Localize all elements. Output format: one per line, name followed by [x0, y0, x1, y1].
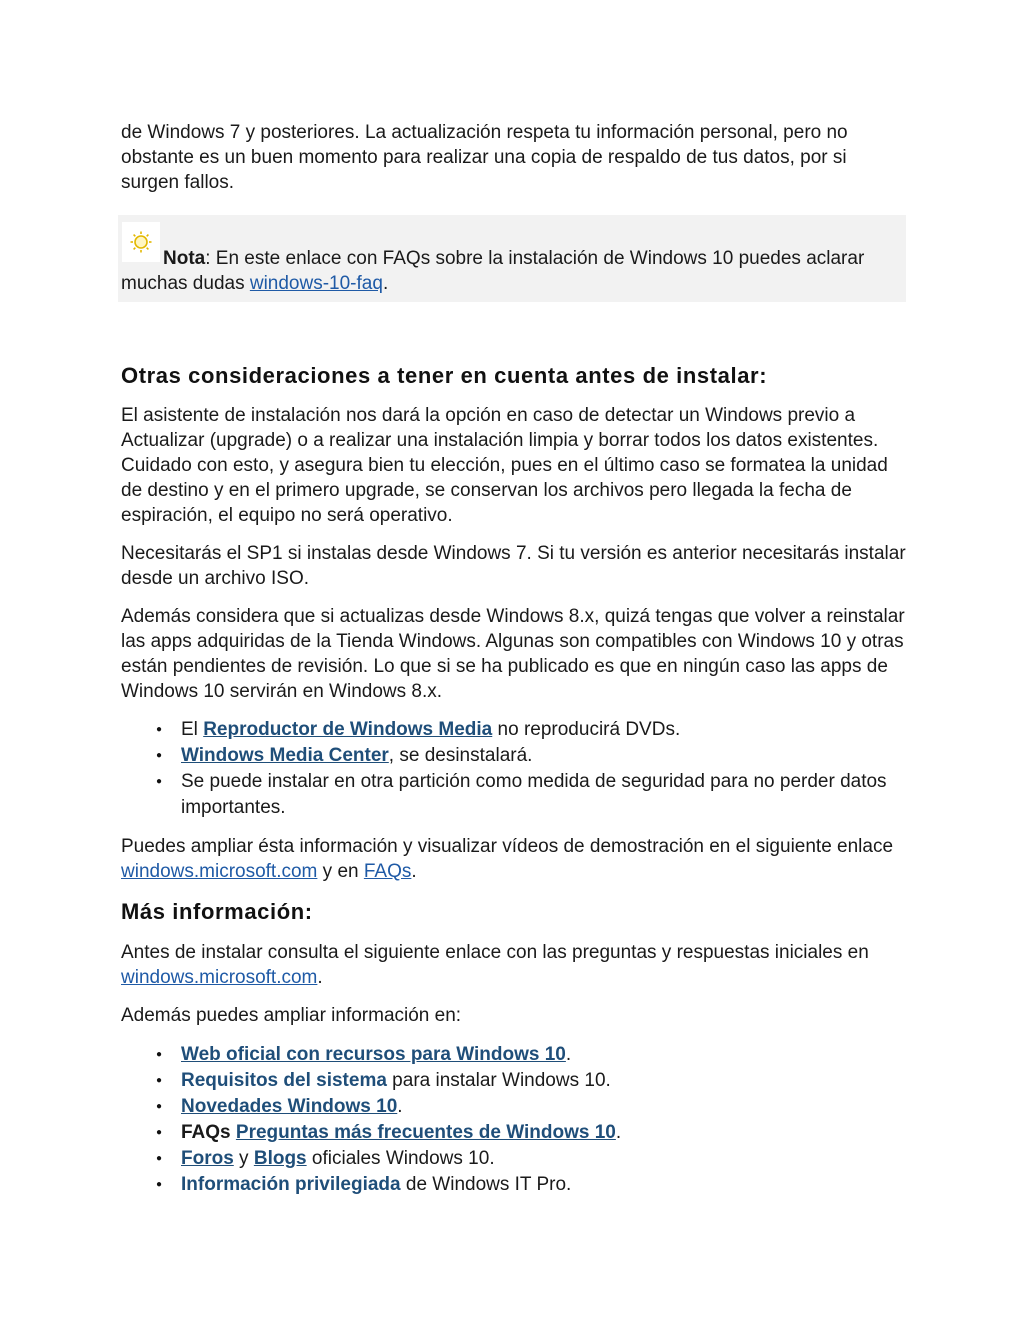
list-item-text: .	[565, 1044, 572, 1065]
list-item	[121, 769, 901, 821]
windows-media-center-link[interactable]: Windows Media Center	[181, 745, 389, 766]
novedades-link[interactable]: Novedades Windows 10	[181, 1096, 398, 1117]
note-body: : En este enlace con FAQs sobre la instalación de Windows 10 puedes aclarar muchas dudas	[121, 248, 865, 294]
foros-link[interactable]: Foros	[181, 1148, 234, 1169]
list-item	[121, 1120, 901, 1146]
preguntas-frecuentes-link[interactable]: Preguntas más frecuentes de Windows 10	[235, 1122, 616, 1143]
paragraph-sp1: Necesitarás el SP1 si instalas desde Windows 7. Si tu versión es anterior necesitarás instalar desde un archivo ISO.	[121, 543, 906, 589]
paragraph-text: .	[411, 861, 417, 882]
list-item-text: .	[397, 1096, 403, 1117]
list-item-text: , se desinstalará.	[388, 745, 533, 766]
note-box	[118, 215, 906, 302]
list-item-text: oficiales Windows 10.	[306, 1148, 495, 1169]
note-end: .	[382, 273, 389, 294]
web-oficial-link[interactable]: Web oficial con recursos para Windows 10	[181, 1044, 566, 1065]
list-item	[121, 1146, 901, 1172]
blogs-link[interactable]: Blogs	[253, 1148, 307, 1169]
list-item	[121, 1068, 901, 1094]
bullet-list-media	[121, 717, 901, 821]
section-heading-mas-informacion: Más información:	[121, 899, 313, 924]
windows-microsoft-link-2[interactable]: windows.microsoft.com	[121, 967, 318, 988]
list-item	[121, 1094, 901, 1120]
bullet-list-recursos	[121, 1042, 901, 1198]
paragraph-text: Puedes ampliar ésta información y visualizar vídeos de demostración en el siguiente enlace	[121, 836, 894, 857]
list-item-text: no reproducirá DVDs.	[492, 719, 681, 740]
paragraph-ampliar-informacion: Además puedes ampliar información en:	[121, 1005, 462, 1026]
list-item-text: El	[181, 719, 204, 740]
list-item	[121, 743, 901, 769]
paragraph-asistente: El asistente de instalación nos dará la opción en caso de detectar un Windows previo a Actualizar (upgrade) o a realizar una instalación limpia y borrar todos los datos existentes. Cuidado con esto, y asegura bien tu elección, pues en el último caso se formatea la unidad de destino y en el primero upgrade, se conservan los archivos pero llegada la fecha de espiración, el equipo no será operativo.	[121, 405, 888, 526]
paragraph-ampliar	[121, 834, 906, 884]
paragraph-windows-8: Además considera que si actualizas desde Windows 8.x, quizá tengas que volver a reinstalar las apps adquiridas de la Tienda Windows. Algunas son compatibles con Windows 10 y otras están pendientes de revisión. Lo que si se ha publicado es que en ningún caso las apps de Windows 10 servirán en Windows 8.x.	[121, 606, 905, 702]
reproductor-windows-media-link[interactable]: Reproductor de Windows Media	[203, 719, 493, 740]
intro-paragraph: de Windows 7 y posteriores. La actualización respeta tu información personal, pero no obstante es un buen momento para realizar una copia de respaldo de tus datos, por si surgen fallos.	[121, 122, 848, 193]
faqs-label: FAQs	[181, 1122, 236, 1143]
faqs-link[interactable]: FAQs	[363, 861, 412, 882]
note-label: Nota	[163, 248, 206, 269]
paragraph-text: Antes de instalar consulta el siguiente enlace con las preguntas y respuestas iniciales en	[121, 942, 869, 963]
list-item-text: .	[615, 1122, 622, 1143]
requisitos-label: Requisitos del sistema	[181, 1070, 387, 1091]
list-item	[121, 1172, 901, 1198]
note-text	[121, 246, 891, 296]
paragraph-text: .	[317, 967, 323, 988]
list-item	[121, 1042, 901, 1068]
informacion-privilegiada-label: Información privilegiada	[181, 1174, 401, 1195]
list-item-text: para instalar Windows 10.	[386, 1070, 611, 1091]
section-heading-otras-consideraciones: Otras consideraciones a tener en cuenta antes de instalar:	[121, 363, 768, 388]
paragraph-text: y en	[317, 861, 364, 882]
windows-10-faq-link[interactable]: windows-10-faq	[249, 273, 383, 294]
list-item-text: de Windows IT Pro.	[400, 1174, 572, 1195]
list-item-text: y	[233, 1148, 254, 1169]
list-item	[121, 717, 901, 743]
paragraph-antes-de-instalar	[121, 940, 906, 990]
windows-microsoft-link[interactable]: windows.microsoft.com	[121, 861, 318, 882]
list-item-text: Se puede instalar en otra partición como medida de seguridad para no perder datos importantes.	[181, 771, 887, 818]
